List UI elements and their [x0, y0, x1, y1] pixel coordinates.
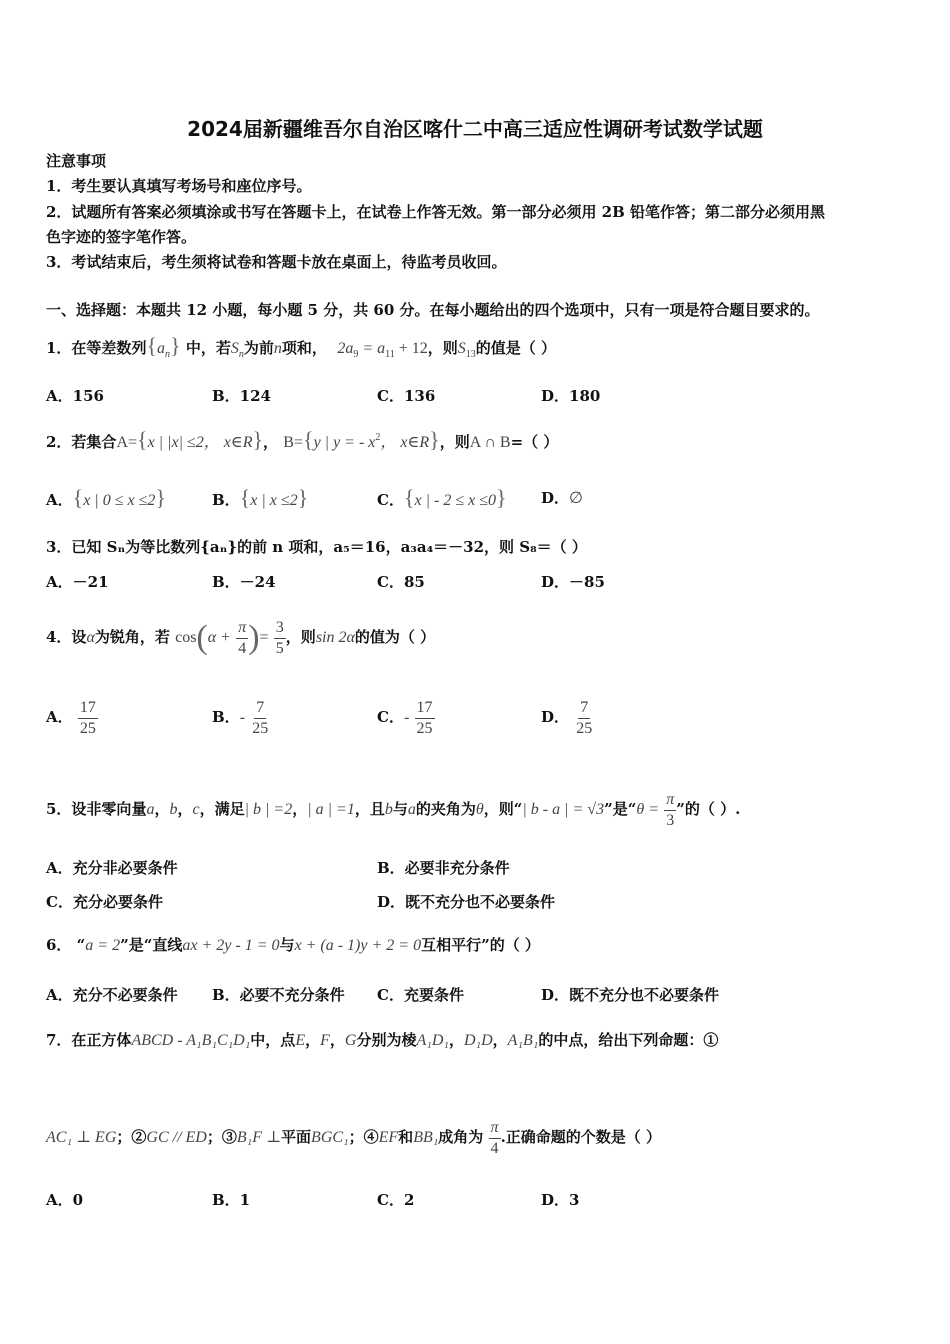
question-5: 5．设非零向量a，b，c，满足| b | =2，| a | =1，且b与a的夹角为θ，则“| b - a | = √3”是“θ = $\frac{\pi}{3}$ ”的（ ）. [46, 790, 741, 829]
question-2: 2．若集合A={x | |x| ≤2， x∈R}， B={y | y = - $x^2$， x∈R}，则A ∩ B=（ ） [46, 427, 559, 452]
question-7-propositions: AC₁ ⊥ EG；②GC // ED；③B₁F ⊥平面BGC₁；④EF和BB₁成角为 $\frac{\pi}{4}$ .正确命题的个数是（ ） [46, 1118, 662, 1157]
q5-option-a: A．充分非必要条件 [46, 859, 178, 877]
question-3: 3．已知 Sₙ为等比数列{aₙ}的前 n 项和，a₅＝16，a₃a₄＝－32，则 S₈＝（ ） [46, 538, 587, 556]
notice-item-1: 1．考生要认真填写考场号和座位序号。 [46, 177, 312, 195]
q6-option-a: A．充分不必要条件 [46, 986, 178, 1004]
q6-option-c: C．充要条件 [377, 986, 464, 1004]
question-6: 6． “a = 2”是“直线ax + 2y - 1 = 0与x + (a - 1)y + 2 = 0互相平行”的（ ） [46, 936, 540, 954]
q7-option-d: D．3 [541, 1191, 580, 1209]
q7-option-b: B．1 [212, 1191, 251, 1209]
q5-option-c: C．充分必要条件 [46, 893, 163, 911]
question-1: 1．在等差数列$\{a_n\}$ 中，若$S_n$为前n项和， $2a_9 = a_{11} + 12$，则$S_{13}$的值是（ ） [46, 333, 557, 360]
q4-option-a: A． $\frac{17}{25}$ [46, 698, 96, 737]
q7-option-c: C．2 [377, 1191, 415, 1209]
notice-item-3: 3．考试结束后，考生须将试卷和答题卡放在桌面上，待监考员收回。 [46, 253, 507, 271]
section-heading: 一、选择题：本题共 12 小题，每小题 5 分，共 60 分。在每小题给出的四个选项中，只有一项是符合题目要求的。 [46, 301, 820, 319]
q1-option-b: B．124 [212, 387, 271, 405]
q3-option-a: A．－21 [46, 573, 109, 591]
page-title: 2024届新疆维吾尔自治区喀什二中高三适应性调研考试数学试题 [187, 117, 763, 141]
q2-option-c: C．{x | - 2 ≤ x ≤0} [377, 485, 507, 510]
q2-option-b: B．{x | x ≤2} [212, 485, 309, 510]
q5-option-d: D．既不充分也不必要条件 [377, 893, 556, 911]
q1-option-a: A．156 [46, 387, 104, 405]
q7-option-a: A．0 [46, 1191, 84, 1209]
q6-option-b: B．必要不充分条件 [212, 986, 345, 1004]
q3-option-d: D．－85 [541, 573, 605, 591]
q4-option-c: C．- $\frac{17}{25}$ [377, 698, 433, 737]
q4-option-d: D． $\frac{7}{25}$ [541, 698, 593, 737]
notice-item-2-cont: 色字迹的签字笔作答。 [46, 228, 197, 246]
q4-option-b: B．- $\frac{7}{25}$ [212, 698, 269, 737]
q1-option-c: C．136 [377, 387, 436, 405]
q5-option-b: B．必要非充分条件 [377, 859, 510, 877]
q3-option-c: C．85 [377, 573, 425, 591]
q1-option-d: D．180 [541, 387, 601, 405]
q3-option-b: B．－24 [212, 573, 276, 591]
q2-option-a: A．{x | 0 ≤ x ≤2} [46, 485, 166, 510]
q2-option-d: D．∅ [541, 489, 583, 507]
question-7: 7．在正方体ABCD - A₁B₁C₁D₁中，点E，F，G分别为棱A₁D₁，D₁D，A₁B₁的中点，给出下列命题：① [46, 1031, 719, 1049]
question-4: 4．设α为锐角，若 cos(α + $\frac{\pi}{4}$ )= $\frac{3}{5}$ ，则sin 2α的值为（ ） [46, 618, 436, 657]
notice-heading: 注意事项 [46, 152, 107, 170]
q6-option-d: D．既不充分也不必要条件 [541, 986, 720, 1004]
notice-item-2: 2．试题所有答案必须填涂或书写在答题卡上，在试卷上作答无效。第一部分必须用 2B 铅笔作答；第二部分必须用黑 [46, 203, 826, 221]
